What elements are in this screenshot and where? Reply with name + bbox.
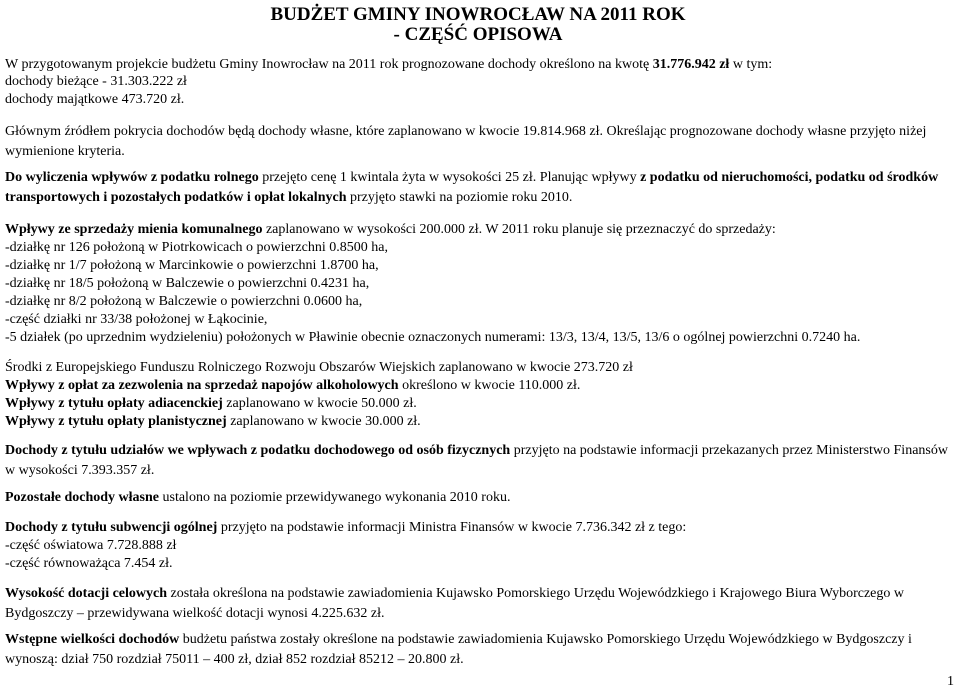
intro-line-1: W przygotowanym projekcie budżetu Gminy Inowrocław na 2011 rok prognozowane dochody określono na kwotę 31.776.942 zł w tym: xyxy=(5,57,773,72)
sales-item: -działkę nr 8/2 położoną w Balczewie o powierzchni 0.0600 ha, xyxy=(5,294,363,309)
sales-item: -5 działek (po uprzednim wydzieleniu) położonych w Pławinie obecnie oznaczonych numerami: 13/3, 13/4, 13/5, 13/6 o ogólnej powierzchni 0.7240 ha. xyxy=(5,330,861,345)
alcohol-permits-line: Wpływy z opłat za zezwolenia na sprzedaż napojów alkoholowych określono w kwocie 110.000 zł. xyxy=(5,378,581,393)
agricultural-tax-paragraph: Do wyliczenia wpływów z podatku rolnego przejęto cenę 1 kwintala żyta w wysokości 25 zł. Planując wpływy z podatku od nieruchomości, podatku od środków transportowych i pozostałych podatków i opłat lokalnych przyjęto stawki na poziomie roku 2010. xyxy=(5,170,939,205)
sales-heading: Wpływy ze sprzedaży mienia komunalnego zaplanowano w wysokości 200.000 zł. W 2011 roku planuje się przeznaczyć do sprzedaży: xyxy=(5,222,776,237)
planning-fee-line: Wpływy z tytułu opłaty planistycznej zaplanowano w kwocie 30.000 zł. xyxy=(5,414,421,429)
preliminary-income-paragraph: Wstępne wielkości dochodów budżetu państwa zostały określone na podstawie zawiadomienia Kujawsko Pomorskiego Urzędu Wojewódzkiego w Bydgoszczy i wynoszą: dział 750 rozdział 75011 – 400 zł, dział 852 rozdział 85212 – 20.800 zł. xyxy=(5,632,912,667)
income-tax-paragraph: Dochody z tytułu udziałów we wpływach z podatku dochodowego od osób fizycznych przyjęto na podstawie informacji przekazanych przez Ministerstwo Finansów w wysokości 7.393.357 zł. xyxy=(5,443,948,478)
page-number: 1 xyxy=(947,674,954,689)
adjacency-fee-line: Wpływy z tytułu opłaty adiacenckiej zaplanowano w kwocie 50.000 zł. xyxy=(5,396,417,411)
eu-funds-line: Środki z Europejskiego Funduszu Rolniczego Rozwoju Obszarów Wiejskich zaplanowano w kwocie 273.720 zł xyxy=(5,360,633,375)
sales-item: -działkę nr 1/7 położoną w Marcinkowie o powierzchni 1.8700 ha, xyxy=(5,258,379,273)
subsidy-education-line: -część oświatowa 7.728.888 zł xyxy=(5,538,177,553)
document-title: BUDŻET GMINY INOWROCŁAW NA 2011 ROK xyxy=(270,4,686,25)
sales-item: -działkę nr 18/5 położoną w Balczewie o powierzchni 0.4231 ha, xyxy=(5,276,370,291)
subsidy-line: Dochody z tytułu subwencji ogólnej przyjęto na podstawie informacji Ministra Finansów w kwocie 7.736.342 zł z tego: xyxy=(5,520,687,535)
grants-paragraph: Wysokość dotacji celowych została określona na podstawie zawiadomienia Kujawsko Pomorskiego Urzędu Wojewódzkiego i Krajowego Biura Wyborczego w Bydgoszczy – przewidywana wielkość dotacji wynosi 4.225.632 zł. xyxy=(5,586,905,621)
document-subtitle: - CZĘŚĆ OPISOWA xyxy=(393,24,563,45)
main-source-paragraph: Głównym źródłem pokrycia dochodów będą dochody własne, które zaplanowano w kwocie 19.814.968 zł. Określając prognozowane dochody własne przyjęto niżej wymienione kryteria. xyxy=(5,124,927,159)
other-income-line: Pozostałe dochody własne ustalono na poziomie przewidywanego wykonania 2010 roku. xyxy=(5,490,511,505)
intro-line-2: dochody bieżące - 31.303.222 zł xyxy=(5,74,187,89)
sales-item: -działkę nr 126 położoną w Piotrkowicach o powierzchni 0.8500 ha, xyxy=(5,240,388,255)
intro-line-3: dochody majątkowe 473.720 zł. xyxy=(5,92,185,107)
subsidy-balancing-line: -część równoważąca 7.454 zł. xyxy=(5,556,173,571)
sales-item: -część działki nr 33/38 położonej w Łąkocinie, xyxy=(5,312,268,327)
